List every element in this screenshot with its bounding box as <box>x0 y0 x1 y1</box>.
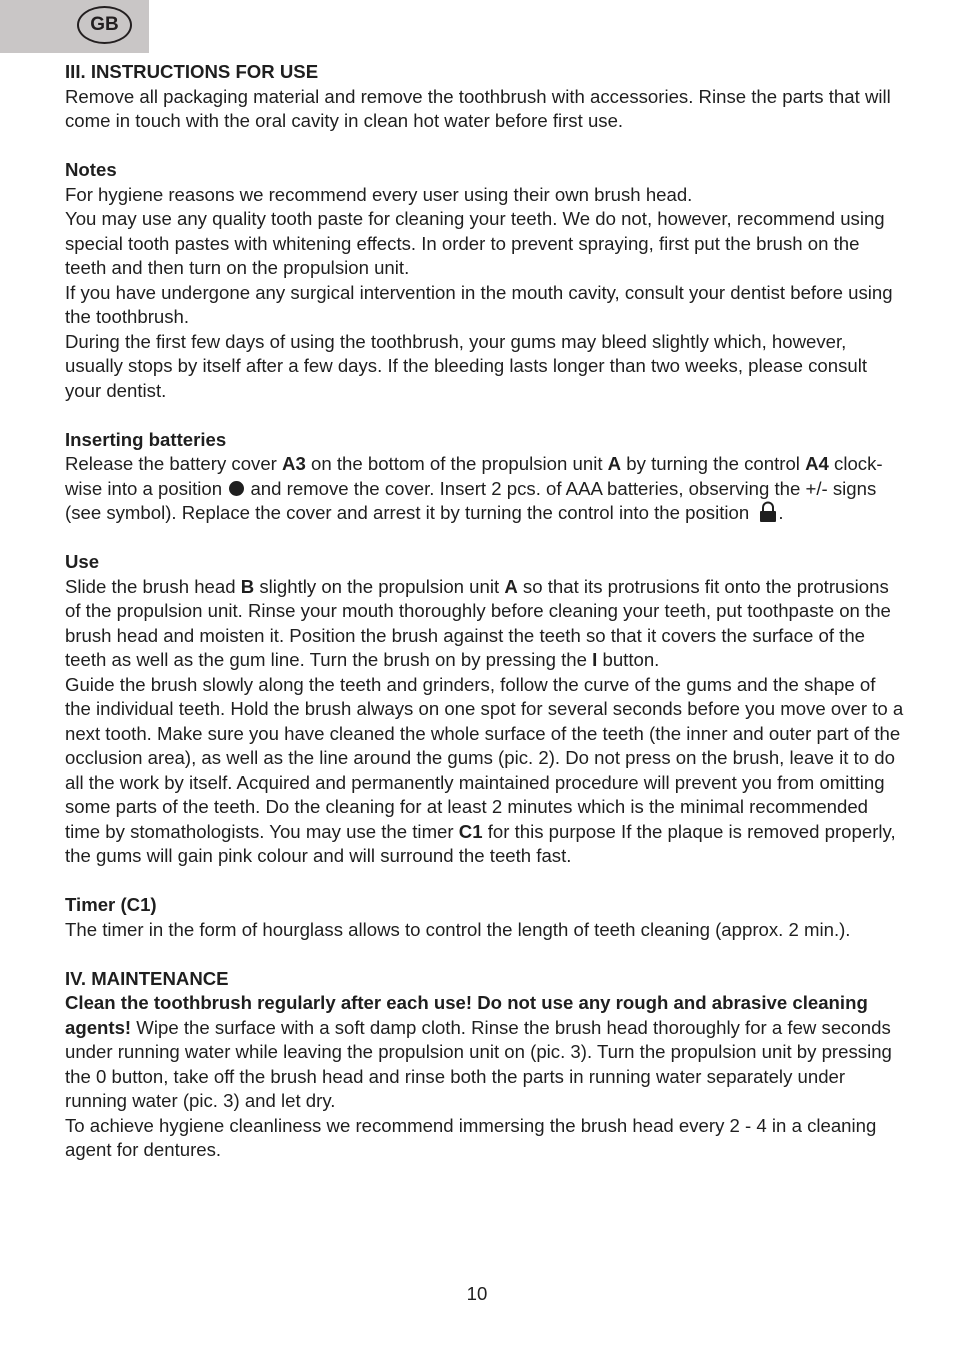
language-badge: GB <box>77 6 132 44</box>
use-heading: Use <box>65 551 100 572</box>
instructions-intro: Remove all packaging material and remove the toothbrush with accessories. Rinse the parts that will come in touch with the oral cavity in clean hot water before first use. <box>65 85 891 131</box>
language-tab <box>0 0 149 53</box>
section-title-maintenance: IV. MAINTENANCE <box>65 967 229 989</box>
maintenance-paragraph-2: To achieve hygiene cleanliness we recommend immersing the brush head every 2 - 4 in a cleaning agent for dentures. <box>65 1114 877 1160</box>
padlock-icon <box>759 501 777 523</box>
filled-circle-icon <box>229 481 244 496</box>
page-number: 10 <box>466 1283 488 1304</box>
use-paragraph-1: Slide the brush head B slightly on the propulsion unit A so that its protrusions fit onto the protrusions of the propulsion unit. Rinse your mouth thoroughly before cleaning your teeth, put toothpaste on the brush head and moisten it. Position the brush against the teeth so that it covers the surface of the teeth as well as the gum line. Turn the brush on by pressing the I button. <box>65 575 891 670</box>
batteries-paragraph: Release the battery cover A3 on the bottom of the propulsion unit A by turning the control A4 clock-wise into a position and remove the cover. Insert 2 pcs. of AAA batteries, observing the +/- signs (see symbol). Replace the cover and arrest it by turning the control into the position . <box>65 453 883 523</box>
batteries-heading: Inserting batteries <box>65 428 227 450</box>
notes-paragraph-1: For hygiene reasons we recommend every user using their own brush head. <box>65 183 693 205</box>
notes-heading: Notes <box>65 159 117 180</box>
timer-paragraph: The timer in the form of hourglass allows to control the length of teeth cleaning (approx. 2 min.). <box>65 918 851 940</box>
timer-heading: Timer (C1) <box>65 894 157 915</box>
use-paragraph-2: Guide the brush slowly along the teeth and grinders, follow the curve of the gums and the shape of the individual teeth. Hold the brush always on one spot for several seconds before you move over to a next tooth. Make sure you have cleaned the whole surface of the teeth (the inner and outer part of the occlusion area), as well as the line around the gums (pic. 2). Do not press on the brush, leave it to do all the work by itself. Acquired and permanently maintained procedure will prevent you from omitting some parts of the teeth. Do the cleaning for at least 2 minutes which is the minimal recommended time by stomathologists. You may use the timer C1 for this purpose If the plaque is removed properly, the gums will gain pink colour and will surround the teeth fast. <box>65 673 904 866</box>
notes-paragraph-4: During the first few days of using the toothbrush, your gums may bleed slightly which, however, usually stops by itself after a few days. If the bleeding lasts longer than two weeks, please consult your dentist. <box>65 330 868 401</box>
manual-page-content <box>65 60 905 1163</box>
section-title-instructions: III. INSTRUCTIONS FOR USE <box>65 61 319 82</box>
maintenance-paragraph-1: Clean the toothbrush regularly after each use! Do not use any rough and abrasive cleaning agents! Wipe the surface with a soft damp cloth. Rinse the brush head thoroughly for a few seconds under running water while leaving the propulsion unit on (pic. 3). Turn the propulsion unit by pressing the 0 button, take off the brush head and rinse both the parts in running water separately under running water (pic. 3) and let dry. <box>65 992 892 1111</box>
notes-paragraph-3: If you have undergone any surgical intervention in the mouth cavity, consult your dentist before using the toothbrush. <box>65 281 893 327</box>
notes-paragraph-2: You may use any quality tooth paste for cleaning your teeth. We do not, however, recommend using special tooth pastes with whitening effects. In order to prevent spraying, first put the brush on the teeth and then turn on the propulsion unit. <box>65 208 885 278</box>
